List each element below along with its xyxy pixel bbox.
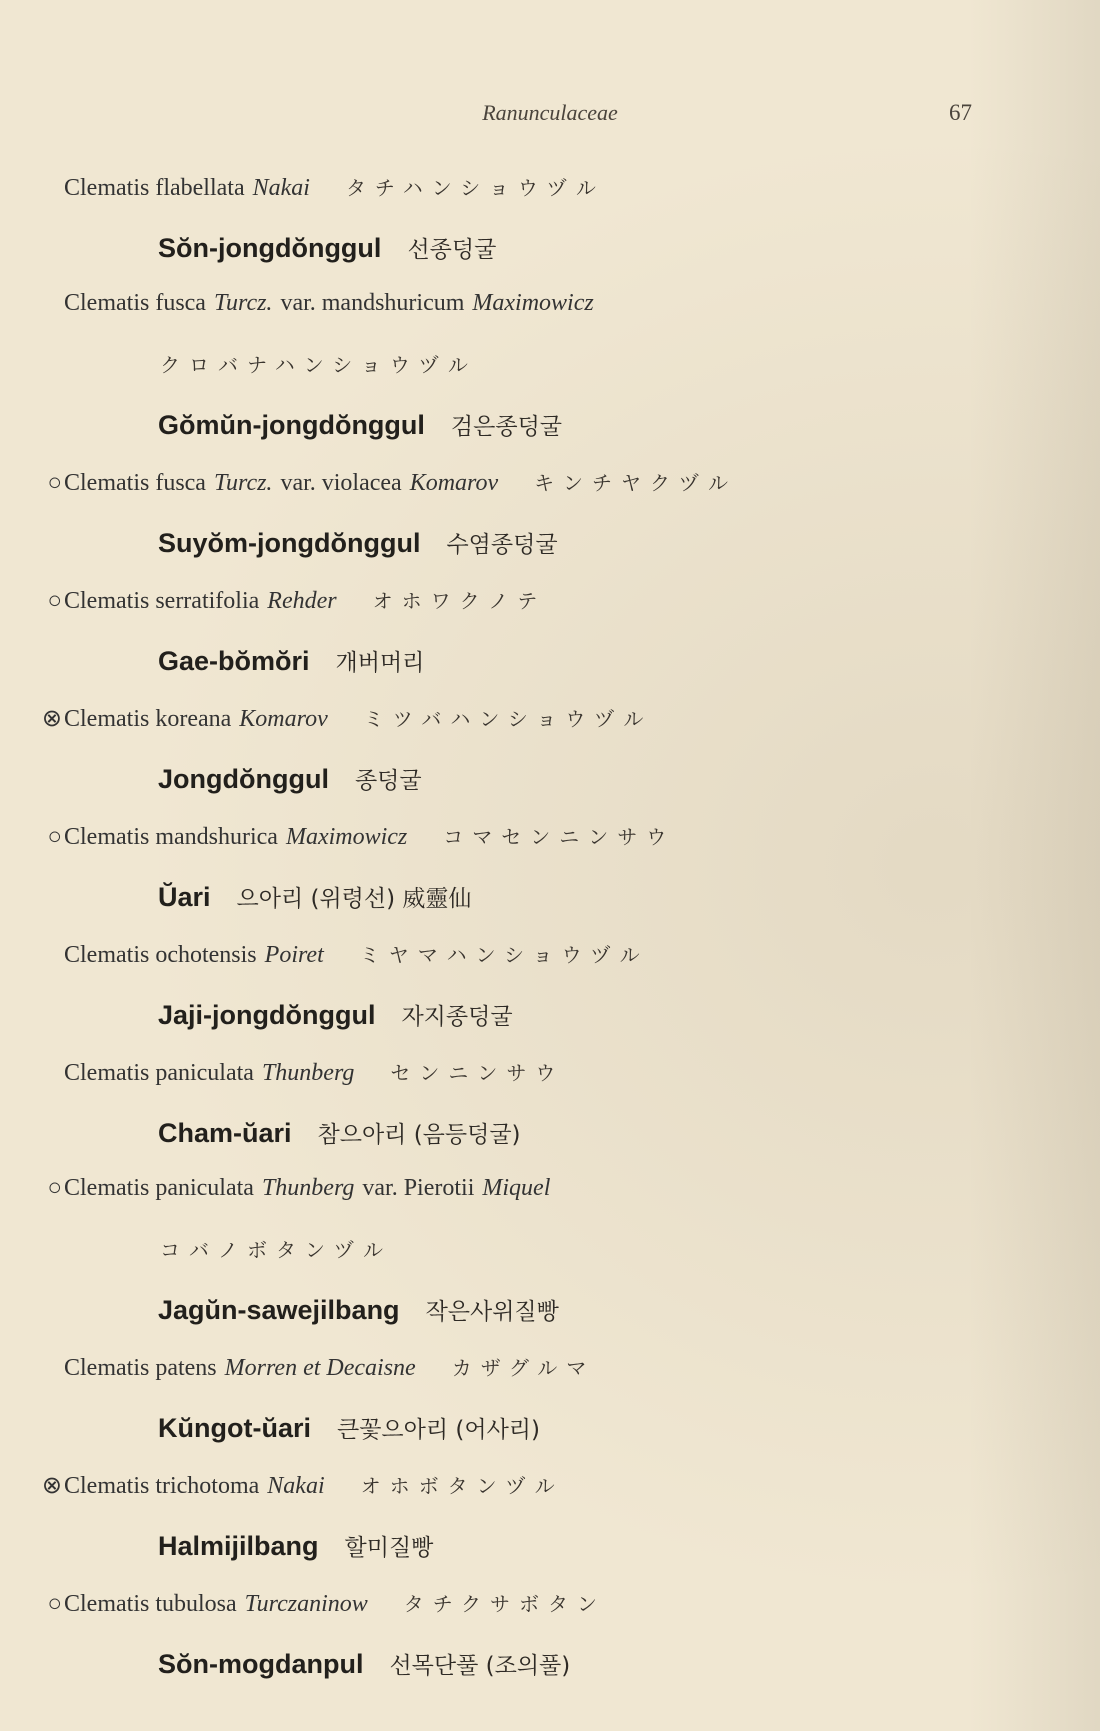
- korean-hangul-name: 큰꽃으아리 (어사리): [336, 1417, 540, 1443]
- korean-romanized-name: Suyŏm-jongdŏnggul: [158, 528, 421, 558]
- variety: var. violacea: [280, 470, 402, 496]
- korean-hangul-name: 선종덩굴: [407, 237, 497, 263]
- korean-name-line: [28, 1293, 1068, 1352]
- korean-hangul-name: 개버머리: [335, 650, 425, 676]
- korean-romanized-name: Sŏn-mogdanpul: [158, 1649, 364, 1679]
- korean-romanized-name: Ŭari: [158, 882, 211, 912]
- korean-romanized-name: Cham-ŭari: [158, 1118, 292, 1148]
- korean-hangul-name: 수염종덩굴: [446, 532, 558, 558]
- japanese-name: ミヤマハンショウヅル: [359, 943, 649, 967]
- species-entry: [28, 1057, 1068, 1175]
- scientific-name-line: [28, 1352, 1068, 1411]
- author: Thunberg: [261, 1060, 355, 1086]
- scientific-name-line: [28, 1175, 1068, 1234]
- occurrence-marker: ○: [47, 1591, 62, 1617]
- genus-species: Clematis paniculata: [64, 1060, 254, 1086]
- author: Turczaninow: [244, 1591, 368, 1617]
- scientific-name-line: [28, 585, 1068, 644]
- species-entry: [28, 467, 1068, 585]
- korean-romanized-name: Gae-bŏmŏri: [158, 646, 310, 676]
- japanese-name: コマセンニンサウ: [443, 825, 676, 849]
- korean-name-line: [28, 526, 1068, 585]
- variety-author: Komarov: [409, 470, 499, 496]
- occurrence-marker: ⊗: [41, 706, 62, 732]
- genus-species: Clematis paniculata: [64, 1175, 254, 1201]
- occurrence-marker: ○: [47, 824, 62, 850]
- author: Maximowicz: [285, 824, 408, 850]
- variety-author: Miquel: [482, 1175, 551, 1201]
- author: Nakai: [252, 175, 310, 201]
- genus-species: Clematis serratifolia: [64, 588, 260, 614]
- japanese-name: タチハンショウヅル: [345, 176, 605, 200]
- scientific-name-line: [28, 467, 1068, 526]
- occurrence-marker: ○: [47, 470, 62, 496]
- species-entry: [28, 585, 1068, 703]
- korean-hangul-name: 선목단풀 (조의풀): [389, 1653, 571, 1679]
- genus-species: Clematis koreana: [64, 706, 232, 732]
- genus-species: Clematis trichotoma: [64, 1473, 260, 1499]
- running-header: Ranunculaceae: [482, 100, 618, 125]
- species-entry: [28, 1175, 1068, 1352]
- korean-hangul-name: 할미질빵: [344, 1535, 434, 1561]
- author: Poiret: [264, 942, 324, 968]
- japanese-name: オホワクノテ: [372, 589, 547, 613]
- occurrence-marker: ○: [47, 1175, 62, 1201]
- variety: var. mandshuricum: [280, 290, 465, 316]
- species-entry: [28, 1352, 1068, 1470]
- korean-name-line: [28, 762, 1068, 821]
- scientific-name-line: [28, 821, 1068, 880]
- korean-hangul-name: 참으아리 (음등덩굴): [317, 1122, 521, 1148]
- scientific-name-line: [28, 939, 1068, 998]
- species-list: [28, 172, 1068, 1706]
- korean-hangul-name: 작은사위질빵: [425, 1299, 559, 1325]
- variety-author: Maximowicz: [472, 290, 594, 316]
- author: Komarov: [239, 706, 328, 732]
- species-entry: [28, 1588, 1068, 1706]
- korean-name-line: [28, 231, 1068, 290]
- species-entry: [28, 703, 1068, 821]
- korean-name-line: [28, 408, 1068, 467]
- scientific-name-line: [28, 172, 1068, 231]
- japanese-name: コバノボタンヅル: [160, 1238, 392, 1262]
- japanese-name: キンチヤクヅル: [534, 471, 737, 495]
- scientific-name-line: [28, 703, 1068, 762]
- korean-name-line: [28, 1647, 1068, 1706]
- author: Nakai: [267, 1473, 325, 1499]
- japanese-name: センニンサウ: [390, 1061, 565, 1085]
- genus-species: Clematis fusca: [64, 470, 206, 496]
- scientific-name-line: [28, 1588, 1068, 1647]
- page-number: 67: [949, 100, 972, 125]
- korean-romanized-name: Sŏn-jongdŏnggul: [158, 233, 382, 263]
- author: Thunberg: [261, 1175, 355, 1201]
- species-entry: [28, 939, 1068, 1057]
- korean-hangul-name: 으아리 (위령선) 威靈仙: [236, 886, 472, 912]
- scientific-name-line: [28, 1470, 1068, 1529]
- species-entry: [28, 290, 1068, 467]
- korean-hangul-name: 검은종덩굴: [450, 414, 563, 440]
- korean-name-line: [28, 880, 1068, 939]
- korean-romanized-name: Jaji-jongdŏnggul: [158, 1000, 376, 1030]
- korean-hangul-name: 종덩굴: [354, 768, 422, 794]
- genus-species: Clematis ochotensis: [64, 942, 257, 968]
- korean-romanized-name: Jagŭn-sawejilbang: [158, 1295, 400, 1325]
- genus-species: Clematis tubulosa: [64, 1591, 237, 1617]
- korean-romanized-name: Halmijilbang: [158, 1531, 319, 1561]
- korean-romanized-name: Kŭngot-ŭari: [158, 1413, 311, 1443]
- scientific-name-line: [28, 1057, 1068, 1116]
- genus-species: Clematis flabellata: [64, 175, 245, 201]
- korean-name-line: [28, 1529, 1068, 1588]
- japanese-name: クロバナハンショウヅル: [160, 353, 477, 377]
- species-entry: [28, 1470, 1068, 1588]
- author: Turcz.: [213, 470, 273, 496]
- korean-name-line: [28, 998, 1068, 1057]
- species-entry: [28, 821, 1068, 939]
- korean-name-line: [28, 1411, 1068, 1470]
- author: Turcz.: [213, 290, 273, 316]
- species-entry: [28, 172, 1068, 290]
- variety: var. Pierotii: [362, 1175, 475, 1201]
- genus-species: Clematis fusca: [64, 290, 206, 316]
- author: Morren et Decaisne: [224, 1355, 416, 1381]
- korean-name-line: [28, 1116, 1068, 1175]
- japanese-name: カザグルマ: [451, 1356, 596, 1380]
- korean-hangul-name: 자지종덩굴: [401, 1004, 513, 1030]
- author: Rehder: [267, 588, 337, 614]
- genus-species: Clematis mandshurica: [64, 824, 278, 850]
- korean-name-line: [28, 644, 1068, 703]
- japanese-name: ミツバハンショウヅル: [363, 707, 653, 731]
- scientific-name-line: [28, 290, 1068, 349]
- occurrence-marker: ⊗: [41, 1473, 62, 1499]
- genus-species: Clematis patens: [64, 1355, 217, 1381]
- japanese-name: オホボタンヅル: [360, 1474, 564, 1498]
- japanese-name: タチクサボタン: [403, 1592, 606, 1616]
- korean-romanized-name: Jongdŏnggul: [158, 764, 329, 794]
- occurrence-marker: ○: [47, 588, 62, 614]
- korean-romanized-name: Gŏmŭn-jongdŏnggul: [158, 410, 425, 440]
